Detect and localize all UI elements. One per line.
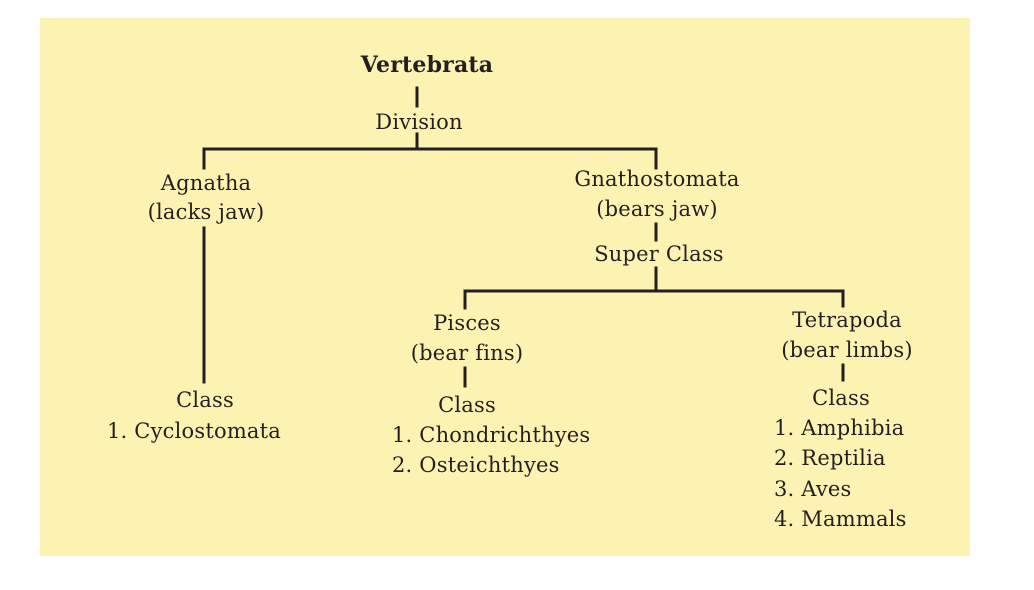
- pisces-class-item: 1. Chondrichthyes: [392, 423, 591, 447]
- tetrapoda-class-item: 4. Mammals: [774, 507, 907, 531]
- tetrapoda-class-item: 3. Aves: [774, 477, 852, 501]
- pisces-name: Pisces: [433, 311, 501, 335]
- pisces-note: (bear fins): [410, 341, 524, 365]
- pisces-class-item: 2. Osteichthyes: [392, 453, 560, 477]
- pisces-class-label: Class: [438, 393, 496, 417]
- agnatha-class-item: 1. Cyclostomata: [107, 419, 282, 443]
- tetrapoda-note: (bear limbs): [781, 338, 913, 362]
- root-vertebrata: Vertebrata: [360, 52, 494, 78]
- gnathostomata-note: (bears jaw): [596, 197, 718, 221]
- division-label: Division: [375, 110, 463, 134]
- tetrapoda-class-item: 2. Reptilia: [774, 446, 886, 470]
- agnatha-name: Agnatha: [160, 171, 252, 195]
- gnathostomata-name: Gnathostomata: [574, 167, 740, 191]
- tetrapoda-class-item: 1. Amphibia: [774, 416, 905, 440]
- agnatha-class-label: Class: [176, 388, 234, 412]
- tetrapoda-name: Tetrapoda: [792, 308, 902, 332]
- agnatha-note: (lacks jaw): [147, 200, 265, 224]
- superclass-label: Super Class: [594, 242, 724, 266]
- tetrapoda-class-label: Class: [812, 386, 870, 410]
